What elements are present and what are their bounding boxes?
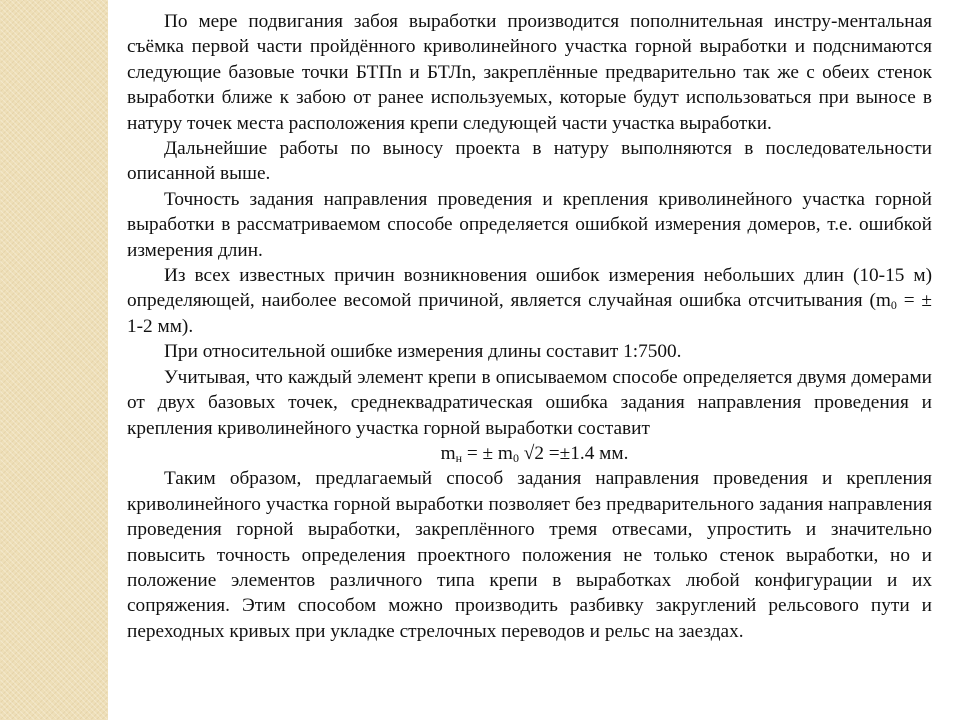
formula-rms: [127, 441, 932, 466]
paragraph-further-work: Дальнейшие работы по выносу проекта в натуру выполняются в последовательности описанной выше.: [127, 138, 932, 185]
decorative-side-strip: [0, 0, 108, 720]
error-causes-text: Из всех известных причин возникновения ошибок измерения небольших длин (10-15 м) определяющей, наиболее весомой причиной, является случайная ошибка отсчитывания (m: [127, 265, 932, 312]
formula-lhs-subscript: н: [455, 450, 463, 465]
paragraph-error-causes: [127, 263, 932, 339]
error-causes-tail: = ± 1-2 мм).: [127, 290, 932, 337]
formula-mid: = ± m: [462, 442, 513, 464]
paragraph-rms-error: Учитывая, что каждый элемент крепи в описываемом способе определяется двумя домерами от двух базовых точек, среднеквадратическая ошибка задания направления проведения и крепления криволинейного участка горной выработки составит: [127, 366, 932, 439]
paragraph-accuracy: Точность задания направления проведения и крепления криволинейного участка горной выработки в рассматриваемом способе определяется ошибкой измерения домеров, т.е. ошибкой измерения длин.: [127, 188, 932, 261]
formula-lhs: m: [440, 442, 456, 464]
paragraph-conclusion: Таким образом, предлагаемый способ задания направления проведения и крепления криволинейного участка горной выработки позволяет без предварительного задания направления проведения горной выработки, закреплённого тремя отвесами, упростить и значительно повысить точность определения проектного положения не только стенок выработки, но и положение элементов различного типа крепи в выработках любой конфигурации и их сопряжения. Этим способом можно производить разбивку закруглений рельсового пути и переходных кривых при укладке стрелочных переводов и рельс на заездах.: [127, 468, 932, 642]
error-subscript: 0: [890, 298, 897, 313]
document-body: [127, 9, 932, 644]
formula-mid-subscript: 0: [512, 450, 519, 465]
paragraph-survey: По мере подвигания забоя выработки производится пополнительная инстру-ментальная съёмка первой части пройдённого криволинейного участка горной выработки и подснимаются следующие базовые точки БТПn и БТЛn, закреплённые предварительно так же с обеих стенок выработки ближе к забою от ранее используемых, которые будут использоваться при выносе в натуру точек места расположения крепи следующей части участка выработки.: [127, 11, 932, 134]
paragraph-relative-error: При относительной ошибке измерения длины составит 1:7500.: [164, 341, 682, 363]
formula-rhs: √2 =±1.4 мм.: [518, 442, 629, 464]
